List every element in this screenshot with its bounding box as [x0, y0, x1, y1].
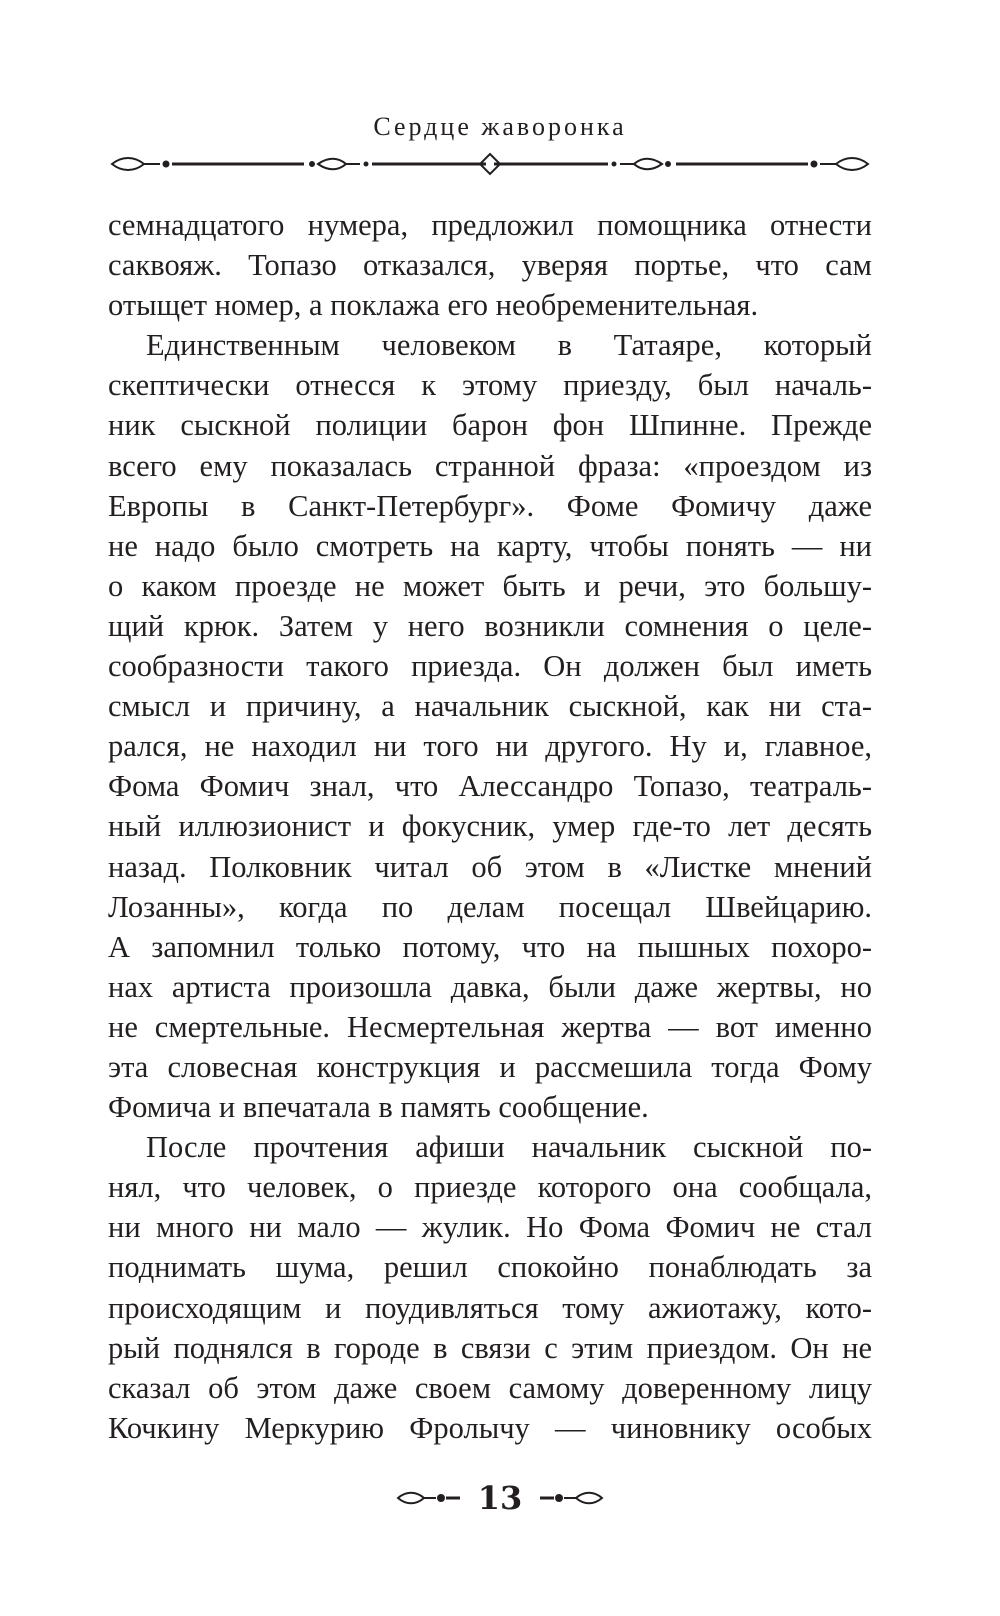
text-line: эта словесная конструкция и рассмешила тогда Фому: [108, 1049, 872, 1084]
header-ornament-rule: [108, 150, 872, 178]
text-line: После прочтения афиши начальник сыскной по-: [146, 1130, 872, 1165]
text-line: саквояж. Топазо отказался, уверяя портье, что сам: [108, 248, 872, 283]
text-line: скептически отнесся к этому приезду, был началь-: [108, 368, 872, 403]
text-line: семнадцатого нумера, предложил помощника отнести: [108, 208, 872, 242]
text-line: Лозанны», когда по делам посещал Швейцарию.: [108, 889, 872, 924]
text-line: Кочкину Меркурию Фролычу — чиновнику особых: [108, 1410, 872, 1445]
text-line: всего ему показалась странной фраза: «проездом из: [108, 448, 872, 483]
text-line: не смертельные. Несмертельная жертва — вот именно: [108, 1009, 872, 1044]
running-head-title: Сердце жаворонка: [373, 112, 627, 141]
text-line: ный иллюзионист и фокусник, умер где-то лет десять: [108, 809, 872, 844]
text-line: сообразности такого приезда. Он должен был иметь: [108, 649, 872, 684]
text-line: ник сыскной полиции барон фон Шпинне. Прежде: [108, 408, 872, 443]
text-line: А запомнил только потому, что на пышных похоро-: [108, 929, 872, 964]
text-line: Фомича и впечатала в память сообщение.: [108, 1090, 649, 1125]
text-line: о каком проезде не может быть и речи, это большу-: [108, 568, 872, 603]
footer-ornament-right-icon: [538, 1488, 604, 1508]
page-footer: [0, 1478, 1000, 1518]
text-line: рался, не находил ни того ни другого. Ну и, главное,: [108, 729, 872, 764]
text-line: щий крюк. Затем у него возникли сомнения о целе-: [108, 608, 872, 643]
page-number: 13: [477, 1479, 523, 1517]
body-text: [108, 205, 872, 1448]
text-line: рый поднялся в городе в связи с этим приездом. Он не: [108, 1330, 872, 1365]
text-line: Европы в Санкт-Петербург». Фоме Фомичу даже: [108, 488, 872, 523]
text-line: Фома Фомич знал, что Алессандро Топазо, театраль-: [108, 769, 872, 804]
text-line: назад. Полковник читал об этом в «Листке мнений: [108, 849, 872, 884]
text-line: Единственным человеком в Татаяре, который: [146, 328, 872, 363]
text-line: нах артиста произошла давка, были даже жертвы, но: [108, 969, 872, 1004]
text-line: поднимать шума, решил спокойно понаблюдать за: [108, 1250, 872, 1285]
text-line: не надо было смотреть на карту, чтобы понять — ни: [108, 528, 872, 563]
text-line: нял, что человек, о приезде которого она сообщала,: [108, 1170, 872, 1205]
text-line: ни много ни мало — жулик. Но Фома Фомич не стал: [108, 1210, 872, 1245]
text-line: отыщет номер, а поклажа его необременительная.: [108, 288, 759, 323]
footer-ornament-left-icon: [396, 1488, 462, 1508]
text-line: сказал об этом даже своем самому доверенному лицу: [108, 1370, 872, 1405]
text-line: происходящим и поудивляться тому ажиотажу, кото-: [108, 1290, 872, 1325]
text-line: смысл и причину, а начальник сыскной, как ни ста-: [108, 689, 872, 724]
